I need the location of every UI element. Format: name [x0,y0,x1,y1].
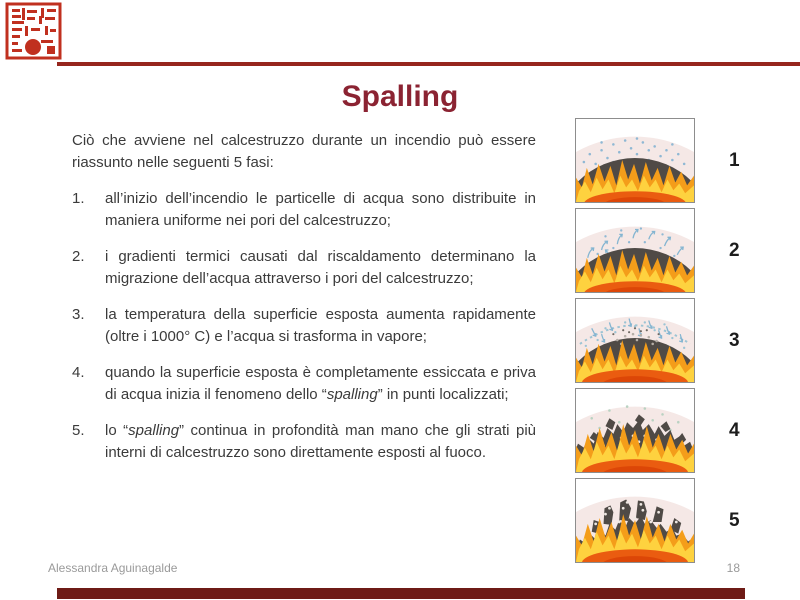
phase-1-figure [575,118,695,203]
phase-1-illustration [576,119,694,202]
phase-number: 4. [72,364,85,381]
figure-row-1 [575,118,740,203]
phase-5-figure [575,478,695,563]
footer-bar [57,588,745,599]
figure-number-5: 5 [729,509,740,531]
figure-row-5 [575,478,740,563]
intro-text: Ciò che avviene nel calcestruzzo durante un incendio può essere riassunto nelle seguenti 5 fasi: [72,132,536,171]
page-title: Spalling [341,80,459,113]
phase-3-figure [575,298,695,383]
header-rule [57,62,800,66]
phase-text: lo “spalling” continua in profondità man mano che gli strati più interni di calcestruzzo sono direttamente esposti al fuoco. [105,422,536,461]
phase-number: 1. [72,190,85,207]
page-number: 18 [726,561,740,575]
body-text-column [72,130,536,478]
phase-item-4 [72,362,536,406]
phase-4-illustration [576,389,694,472]
figure-number-1: 1 [729,149,740,171]
phase-text: all’inizio dell’incendio le particelle di acqua sono distribuite in maniera uniforme nei pori del calcestruzzo; [105,190,536,229]
figure-number-4: 4 [729,419,740,441]
phase-item-2 [72,246,536,290]
seal-stamp-logo [5,2,62,60]
phase-number: 3. [72,306,85,323]
figure-column [575,118,740,568]
phase-number: 5. [72,422,85,439]
phase-2-illustration [576,209,694,292]
phase-3-illustration [576,299,694,382]
phase-text: i gradienti termici causati dal riscaldamento determinano la migrazione dell’acqua attraverso i pori del calcestruzzo; [105,248,536,287]
phase-item-1 [72,188,536,232]
figure-row-3 [575,298,740,383]
phase-item-3 [72,304,536,348]
phase-text: la temperatura della superficie esposta aumenta rapidamente (oltre i 1000° C) e l’acqua si trasforma in vapore; [105,306,536,345]
phase-text: quando la superficie esposta è completamente essiccata e priva di acqua inizia il fenomeno dello “spalling” in punti localizzati; [105,364,536,403]
figure-number-2: 2 [729,239,740,261]
phase-list [72,188,536,464]
figure-row-2 [575,208,740,293]
phase-4-figure [575,388,695,473]
footer-author: Alessandra Aguinagalde [48,561,178,575]
figure-number-3: 3 [729,329,740,351]
phase-number: 2. [72,248,85,265]
phase-2-figure [575,208,695,293]
phase-item-5 [72,420,536,464]
figure-row-4 [575,388,740,473]
phase-5-illustration [576,479,694,562]
